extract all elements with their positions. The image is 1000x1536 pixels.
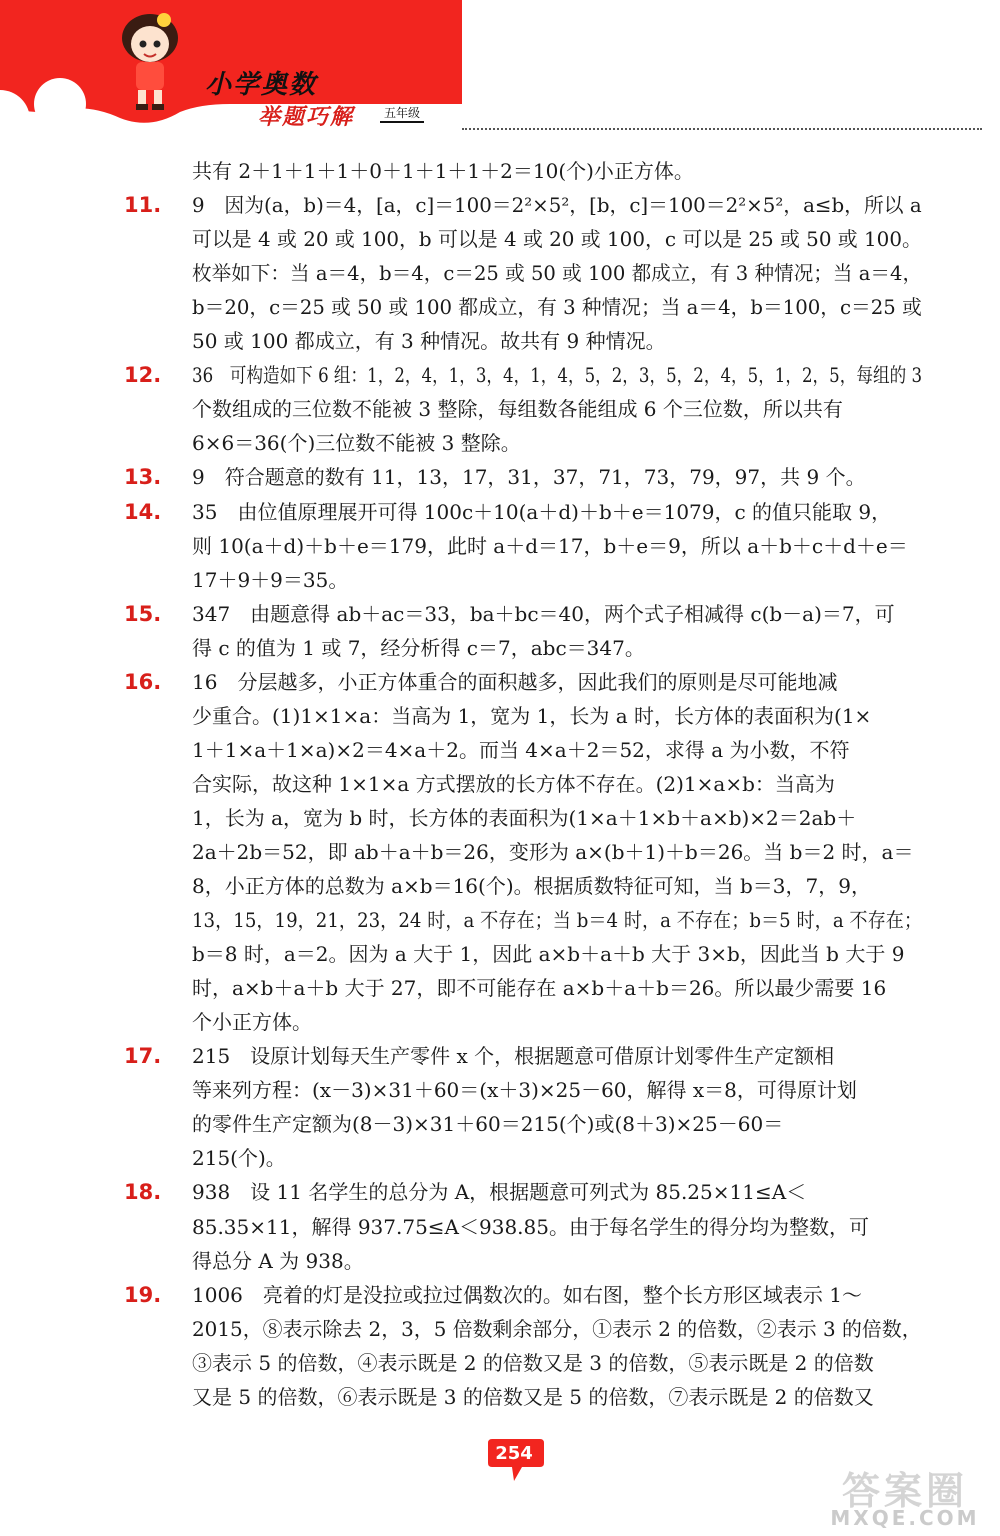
text-line: 8，小正方体的总数为 a×b＝16(个)。根据质数特征可知，当 b＝3，7，9， bbox=[192, 874, 871, 898]
text-line: 又是 5 的倍数，⑥表示既是 3 的倍数又是 5 的倍数，⑦表示既是 2 的倍数又 bbox=[192, 1385, 874, 1409]
text-line: 合实际，故这种 1×1×a 方式摆放的长方体不存在。(2)1×a×b：当高为 bbox=[192, 772, 835, 796]
text-line: 2015，⑧表示除去 2，3，5 倍数剩余部分，①表示 2 的倍数，②表示 3 的倍数， bbox=[192, 1317, 922, 1341]
text-line: 共有 2＋1＋1＋1＋0＋1＋1＋1＋2＝10(个)小正方体。 bbox=[192, 159, 694, 183]
text-line: 枚举如下：当 a＝4，b＝4，c＝25 或 50 或 100 都成立，有 3 种情况；当 a＝4， bbox=[192, 261, 923, 285]
page-number-badge bbox=[486, 1437, 546, 1487]
question-number: 16. bbox=[124, 670, 162, 694]
question-number: 15. bbox=[124, 602, 162, 626]
question-number: 19. bbox=[124, 1283, 162, 1307]
text-line: 215(个)。 bbox=[192, 1146, 286, 1170]
question-number: 17. bbox=[124, 1044, 162, 1068]
question-number: 14. bbox=[124, 500, 162, 524]
text-line: 时，a×b＋a＋b 大于 27，即不可能存在 a×b＋a＋b＝26。所以最少需要 16 bbox=[192, 976, 887, 1000]
text-line: 1，长为 a，宽为 b 时，长方体的表面积为(1×a＋1×b＋a×b)×2＝2ab＋ bbox=[192, 806, 857, 830]
text-line: 36 可构造如下 6 组：1，2，4，1，3，4，1，4，5，2，3，5，2，4，5，1，2，5，每组的 3 bbox=[192, 363, 923, 387]
text-line: 347 由题意得 ab＋ac＝33，ba＋bc＝40，两个式子相减得 c(b－a)＝7，可 bbox=[192, 602, 895, 626]
text-line: 16 分层越多，小正方体重合的面积越多，因此我们的原则是尽可能地减 bbox=[192, 670, 838, 694]
text-line: 9 符合题意的数有 11，13，17，31，37，71，73，79，97，共 9 个。 bbox=[192, 465, 866, 489]
grade-label: 五年级 bbox=[380, 104, 424, 123]
mascot-girl-icon bbox=[108, 8, 192, 112]
text-line: 938 设 11 名学生的总分为 A，根据题意可列式为 85.25×11≤A＜ bbox=[192, 1180, 807, 1204]
header-dotted-rule bbox=[462, 128, 982, 130]
text-line: 85.35×11，解得 937.75≤A＜938.85。由于每名学生的得分均为整数，可 bbox=[192, 1215, 869, 1239]
text-line: ③表示 5 的倍数，④表示既是 2 的倍数又是 3 的倍数，⑤表示既是 2 的倍数 bbox=[192, 1351, 874, 1375]
text-line: 的零件生产定额为(8－3)×31＋60＝215(个)或(8＋3)×25－60＝ bbox=[192, 1112, 784, 1136]
text-line: 9 因为(a，b)＝4，[a，c]＝100＝2²×5²，[b，c]＝100＝2²×5²，a≤b，所以 a bbox=[192, 193, 922, 217]
question-number: 11. bbox=[124, 193, 162, 217]
question-number: 12. bbox=[124, 363, 162, 387]
text-line: 1＋1×a＋1×a)×2＝4×a＋2。而当 4×a＋2＝52，求得 a 为小数，不符 bbox=[192, 738, 850, 762]
text-line: 35 由位值原理展开可得 100c＋10(a＋d)＋b＋e＝1079，c 的值只能取 9， bbox=[192, 500, 892, 524]
watermark-url: MXQE.COM bbox=[830, 1506, 980, 1530]
page-number: 254 bbox=[495, 1443, 533, 1464]
text-line: 则 10(a＋d)＋b＋e＝179，此时 a＋d＝17，b＋e＝9，所以 a＋b＋c＋d＋e＝ bbox=[192, 534, 908, 558]
text-line: 13，15，19，21，23，24 时，a 不存在；当 b＝4 时，a 不存在；b＝5 时，a 不存在； bbox=[192, 908, 923, 932]
text-line: b＝20，c＝25 或 50 或 100 都成立，有 3 种情况；当 a＝4，b＝100，c＝25 或 bbox=[192, 295, 922, 319]
text-line: 1006 亮着的灯是没拉或拉过偶数次的。如右图，整个长方形区域表示 1～ bbox=[192, 1283, 862, 1307]
watermark-logo: 答案圈 bbox=[841, 1469, 968, 1513]
page-header bbox=[0, 0, 1000, 150]
text-line: 可以是 4 或 20 或 100，b 可以是 4 或 20 或 100，c 可以是 25 或 50 或 100。 bbox=[192, 227, 922, 251]
text-line: 215 设原计划每天生产零件 x 个，根据题意可借原计划零件生产定额相 bbox=[192, 1044, 835, 1068]
text-line: 6×6＝36(个)三位数不能被 3 整除。 bbox=[192, 431, 521, 455]
question-number: 13. bbox=[124, 465, 162, 489]
text-line: 个小正方体。 bbox=[192, 1010, 312, 1034]
text-line: 17＋9＋9＝35。 bbox=[192, 568, 349, 592]
text-line: 2a＋2b＝52，即 ab＋a＋b＝26，变形为 a×(b＋1)＋b＝26。当 b＝2 时，a＝ bbox=[192, 840, 914, 864]
text-line: 个数组成的三位数不能被 3 整除，每组数各能组成 6 个三位数，所以共有 bbox=[192, 397, 843, 421]
text-line: b＝8 时，a＝2。因为 a 大于 1，因此 a×b＋a＋b 大于 3×b，因此当 b 大于 9 bbox=[192, 942, 905, 966]
book-subtitle: 举题巧解 bbox=[258, 105, 355, 130]
text-line: 少重合。(1)1×1×a：当高为 1，宽为 1，长为 a 时，长方体的表面积为(1× bbox=[192, 704, 872, 728]
text-line: 得 c 的值为 1 或 7，经分析得 c＝7，abc＝347。 bbox=[192, 636, 645, 660]
question-number: 18. bbox=[124, 1180, 162, 1204]
watermark bbox=[820, 1460, 990, 1530]
book-brand-title: 小学奥数 bbox=[205, 70, 318, 100]
text-line: 50 或 100 都成立，有 3 种情况。故共有 9 种情况。 bbox=[192, 329, 666, 353]
text-line: 等来列方程：(x－3)×31＋60＝(x＋3)×25－60，解得 x＝8，可得原计划 bbox=[192, 1078, 857, 1102]
text-line: 得总分 A 为 938。 bbox=[192, 1249, 364, 1273]
